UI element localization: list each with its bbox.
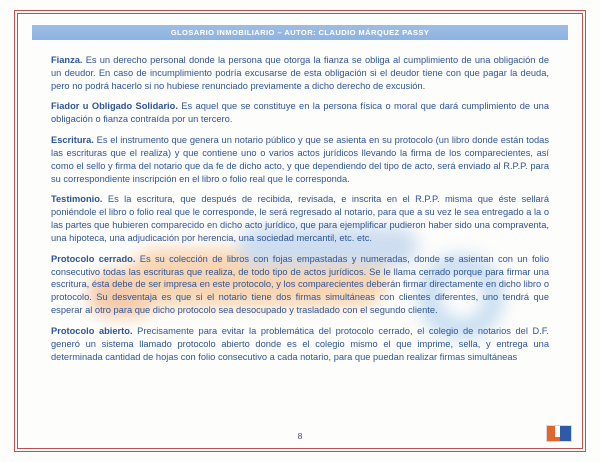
definition-text: Es la escritura, que después de recibida, revisada, e inscrita en el R.P.P. misma que éste sellará poniéndole el libro o folio real que le corresponde, le será regresado al notario, para que a su vez le sea entregado a la o las partes que hubieren comparecido en dicho acto jurídico, que para ejemplificar pudieron haber sido una compraventa, una hipoteca, una adjudicación por herencia, una sociedad mercantil, etc. etc. xyxy=(51,194,549,243)
definition-text: Es el instrumento que genera un notario público y que se asienta en su protocolo (un libro donde están todas las escrituras que el realiza) y que contiene uno o varios actos jurídicos llevando la firma de los comparecientes, así como el sello y firma del notario que da fe de dicho acto, y que dependiendo del tipo de acto, será enviado al R.P.P. para su correspondiente inscripción en el libro o folio real que le corresponda. xyxy=(51,135,549,184)
glossary-entry-escritura xyxy=(51,134,549,185)
term-label: Escritura. xyxy=(51,135,94,146)
term-label: Testimonio. xyxy=(51,194,103,205)
definition-text: Precisamente para evitar la problemática del protocolo cerrado, el colegio de notarios del D.F. generó un sistema llamado protocolo abierto donde es el colegio mismo el que imprime, sella, y entrega una determinada cantidad de hojas con folio consecutivo a cada notario, para que puedan realizar firmas simultáneas xyxy=(51,325,550,362)
term-label: Protocolo cerrado. xyxy=(51,253,136,264)
page-footer xyxy=(18,427,582,443)
definition-text: Es aquel que se constituye en la persona física o moral que dará cumplimiento de una obligación o fianza contraída por un tercero. xyxy=(51,101,549,125)
glossary-entry-fiador xyxy=(51,100,549,126)
definition-text: Es su colección de libros con fojas empastadas y numeradas, donde se asientan con un folio consecutivo todas las escrituras que realiza, de todo tipo de actos jurídicos. Se le llama cerrado porque para firmar una escritura, ésta debe de ser impresa en este protocolo, y los comparecientes deberán firmar directamente en dicho libro o protocolo. Su desventaja es que si el notario tiene dos firmas simultáneas con clientes diferentes, uno tendrá que esperar al otro para que dicho protocolo sea desocupado y trasladado con el segundo cliente. xyxy=(51,253,550,316)
page-border-outer xyxy=(14,10,586,452)
page-border-inner xyxy=(17,13,583,449)
term-label: Protocolo abierto. xyxy=(51,325,133,336)
glossary-entry-testimonio xyxy=(51,193,549,244)
page-number: 8 xyxy=(297,431,303,441)
glossary-entry-fianza xyxy=(51,54,549,92)
document-header-title: GLOSARIO INMOBILIARIO – AUTOR: CLAUDIO MÁRQUEZ PASSY xyxy=(32,25,568,40)
glossary-entry-protocolo-cerrado xyxy=(51,253,549,317)
term-label: Fianza. xyxy=(51,55,83,65)
publisher-logo-icon xyxy=(546,425,572,442)
glossary-entry-protocolo-abierto xyxy=(51,325,549,363)
term-label: Fiador u Obligado Solidario. xyxy=(51,101,178,112)
definition-text: Es un derecho personal donde la persona que otorga la fianza se obliga al cumplimiento de una obligación de un deudor. En caso de incumplimiento podría excusarse de esta obligación si el deudor tiene con que pagar la deuda, pero no podrá hacerlo si no hubiese renunciado previamente a dicho derecho de excusión. xyxy=(51,55,549,91)
glossary-body xyxy=(51,54,549,363)
